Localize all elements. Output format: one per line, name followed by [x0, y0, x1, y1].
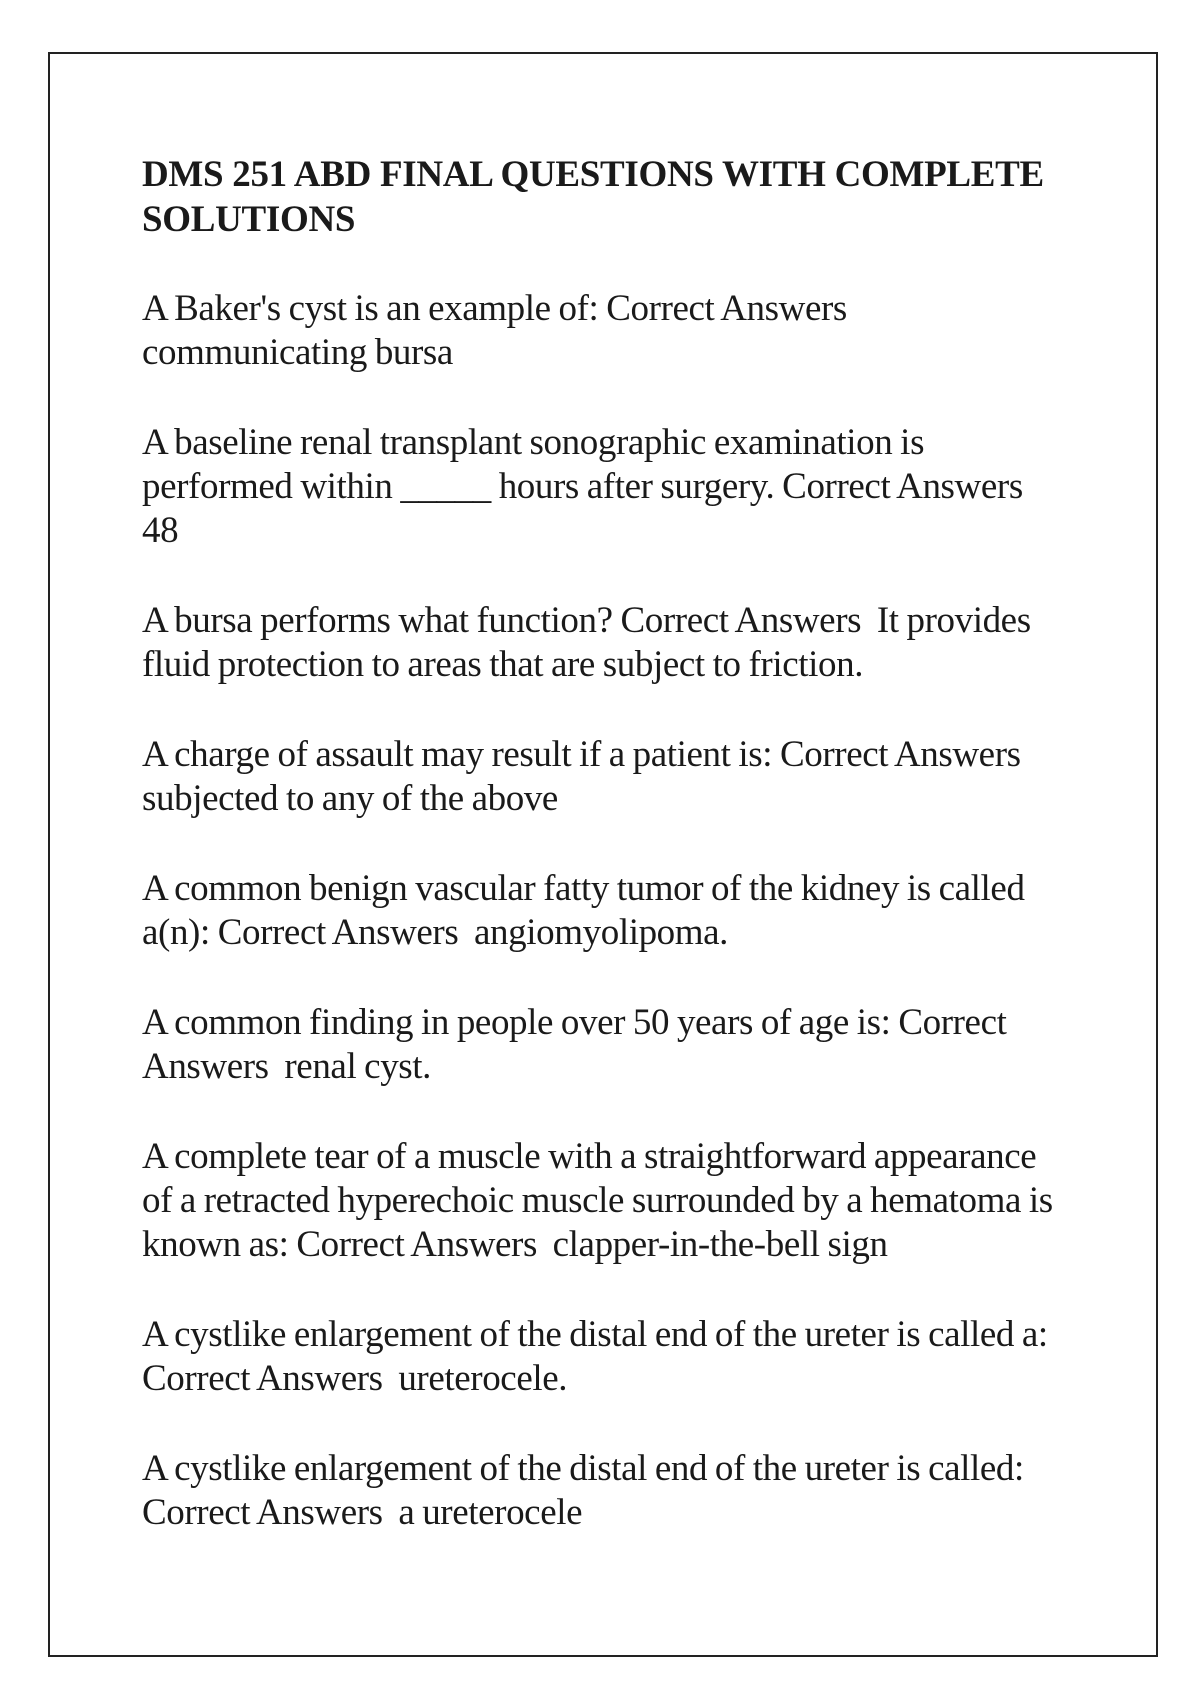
qa-text: A charge of assault may result if a patient is: Correct Answers subjected to any of the above — [142, 734, 1029, 819]
qa-entry — [142, 287, 1062, 375]
qa-text: A cystlike enlargement of the distal end of the ureter is called a: Correct Answers ureterocele. — [142, 1314, 1056, 1399]
qa-text: A common benign vascular fatty tumor of the kidney is called a(n): Correct Answers angiomyolipoma. — [142, 868, 1033, 953]
qa-entry — [142, 1313, 1062, 1401]
document-body — [142, 152, 1062, 1581]
qa-entry — [142, 867, 1062, 955]
qa-text: A common finding in people over 50 years of age is: Correct Answers renal cyst. — [142, 1002, 1013, 1087]
qa-entry — [142, 1135, 1062, 1267]
qa-text: A baseline renal transplant sonographic examination is performed within _____ hours after surgery. Correct Answers 48 — [142, 422, 1031, 551]
qa-text: A bursa performs what function? Correct Answers It provides fluid protection to areas that are subject to friction. — [142, 600, 1039, 685]
qa-text: A complete tear of a muscle with a straightforward appearance of a retracted hyperechoic muscle surrounded by a hematoma is known as: Correct Answers clapper-in-the-bell sign — [142, 1136, 1061, 1265]
qa-entry — [142, 1447, 1062, 1535]
qa-entry — [142, 421, 1062, 553]
qa-entry — [142, 1001, 1062, 1089]
qa-entry — [142, 599, 1062, 687]
qa-text: A Baker's cyst is an example of: Correct Answers communicating bursa — [142, 288, 855, 373]
qa-entry — [142, 733, 1062, 821]
qa-text: A cystlike enlargement of the distal end of the ureter is called: Correct Answers a ureterocele — [142, 1448, 1032, 1533]
document-title: DMS 251 ABD FINAL QUESTIONS WITH COMPLETE SOLUTIONS — [142, 154, 1044, 240]
